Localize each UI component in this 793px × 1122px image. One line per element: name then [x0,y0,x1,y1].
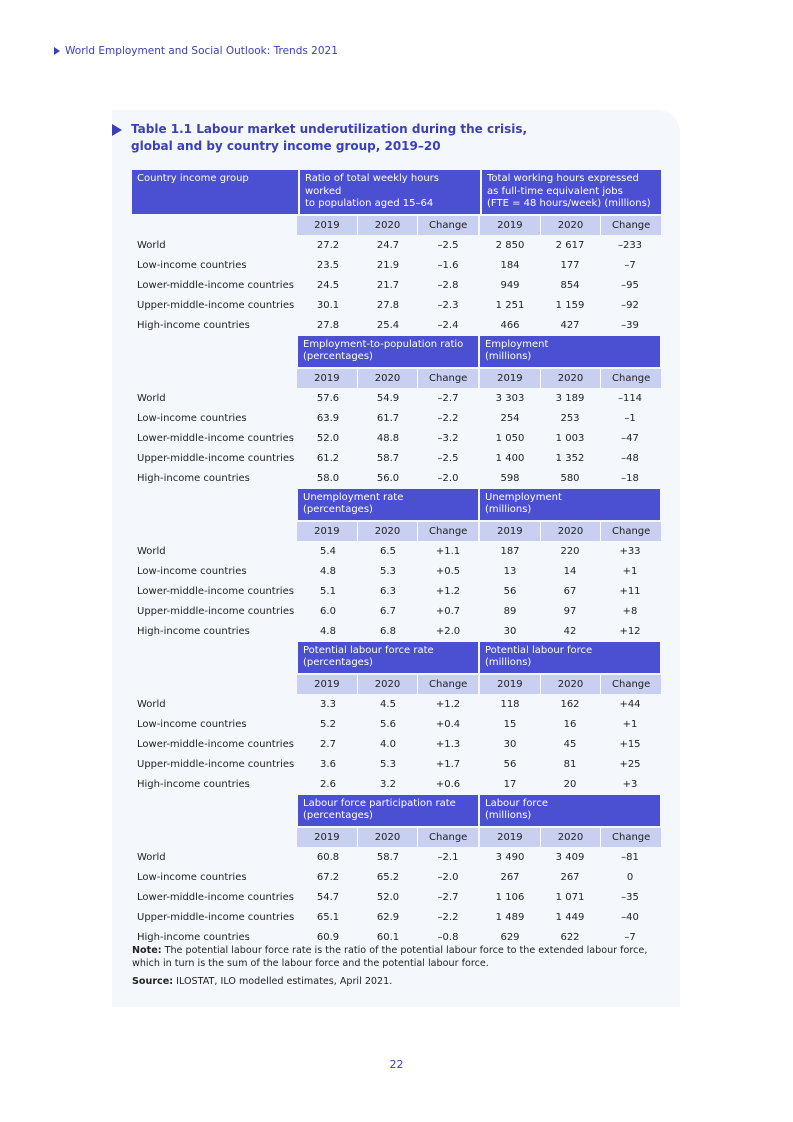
caption-triangle-icon [112,124,122,136]
left-value-cell: 60.9 [316,932,340,943]
right-measure-title-line: Potential labour force [485,644,593,656]
right-value-cell: 45 [563,739,577,750]
year-label: 2020 [540,369,601,388]
triangle-marker-icon [54,47,60,55]
left-value-cell: 6.3 [380,586,396,597]
country-group-label: World [137,393,166,404]
right-value-cell: 1 400 [495,453,525,464]
country-group-label: World [137,240,166,251]
caption-line-1: Table 1.1 Labour market underutilization during the crisis, [131,122,528,136]
right-value-cell: 3 189 [555,393,585,404]
country-group-label: Lower-middle-income countries [137,280,294,291]
year-label: Change [600,675,661,694]
right-value-cell: –92 [621,300,639,311]
section-header-row [132,795,661,826]
country-group-label: Lower-middle-income countries [137,586,294,597]
right-value-cell: +1 [622,719,638,730]
country-group-label: Lower-middle-income countries [137,739,294,750]
right-value-cell: +11 [619,586,641,597]
country-group-label: Low-income countries [137,260,247,271]
right-value-cell: 16 [563,719,577,730]
right-value-cell: +1 [622,566,638,577]
left-value-cell: 63.9 [316,413,340,424]
left-value-cell: 24.5 [316,280,340,291]
left-value-cell: –2.5 [437,240,459,251]
left-value-cell: +0.6 [435,779,461,790]
table-row [132,888,661,908]
year-row-blank-cell [132,828,297,847]
year-label: 2019 [297,522,357,541]
year-label: 2020 [357,828,418,847]
country-group-label: High-income countries [137,320,250,331]
left-value-cell: –2.0 [437,872,459,883]
right-measure-title-line: as full-time equivalent jobs [487,185,623,197]
left-value-cell: 21.9 [376,260,400,271]
country-group-label: Low-income countries [137,413,247,424]
left-value-cell: 4.5 [380,699,396,710]
left-value-cell: 6.5 [380,546,396,557]
right-value-cell: 1 159 [555,300,585,311]
right-measure-title-line: (millions) [485,810,532,821]
left-value-cell: 62.9 [376,912,400,923]
left-value-cell: –2.4 [437,320,459,331]
table-row [132,316,661,336]
right-value-cell: 20 [563,779,577,790]
left-value-cell: 58.7 [376,453,400,464]
right-value-cell: –48 [621,453,639,464]
year-label: 2019 [480,369,540,388]
right-value-cell: –114 [617,393,643,404]
running-header [54,45,338,57]
table-row [132,469,661,489]
right-value-cell: 1 050 [495,433,525,444]
table-row [132,848,661,868]
year-label: Change [417,369,478,388]
country-group-label: Upper-middle-income countries [137,453,295,464]
left-measure-title-line: (percentages) [303,810,373,821]
right-value-cell: 81 [563,759,577,770]
right-measure-title-line: Labour force [485,797,548,809]
year-label: Change [600,216,661,235]
right-value-cell: 42 [563,626,577,637]
table-row [132,562,661,582]
right-value-cell: 466 [500,320,520,331]
left-value-cell: +1.2 [435,586,461,597]
left-value-cell: 3.2 [380,779,396,790]
year-label: 2019 [297,216,357,235]
right-value-cell: 3 490 [495,852,525,863]
country-group-label: Lower-middle-income countries [137,433,294,444]
table-row [132,715,661,735]
right-value-cell: 30 [503,626,517,637]
right-value-cell: 67 [563,586,577,597]
section-header-row [132,642,661,673]
table-row [132,755,661,775]
left-value-cell: –0.8 [437,932,459,943]
right-value-cell: 1 106 [495,892,525,903]
left-value-cell: –2.7 [437,892,459,903]
year-label: Change [417,675,478,694]
right-measure-header [480,489,660,520]
country-group-label: Lower-middle-income countries [137,892,294,903]
left-measure-title-line: (percentages) [303,657,373,668]
right-measure-title-line: Total working hours expressed [487,173,639,184]
right-value-cell: –81 [621,852,639,863]
left-measure-header [298,642,478,673]
left-value-cell: +0.4 [435,719,461,730]
country-group-label: Upper-middle-income countries [137,912,295,923]
right-value-cell: 267 [500,872,520,883]
right-value-cell: 14 [563,566,577,577]
year-label: 2019 [480,522,540,541]
left-value-cell: –2.2 [437,413,459,424]
left-measure-title-line: Potential labour force rate [303,644,434,656]
right-value-cell: +25 [619,759,641,770]
right-value-cell: +3 [622,779,638,790]
left-value-cell: 5.4 [320,546,336,557]
country-group-label: Low-income countries [137,566,247,577]
country-group-label: World [137,546,166,557]
left-measure-title-line: Unemployment rate [303,491,404,503]
right-value-cell: –47 [621,433,639,444]
right-value-cell: 580 [560,473,580,484]
right-value-cell: 162 [560,699,580,710]
running-header-text: World Employment and Social Outlook: Trends 2021 [65,45,338,57]
left-value-cell: 2.7 [320,739,336,750]
year-label: 2020 [357,675,418,694]
left-value-cell: 61.7 [376,413,400,424]
left-value-cell: 24.7 [376,240,400,251]
left-value-cell: 2.6 [320,779,336,790]
left-value-cell: 23.5 [316,260,340,271]
left-value-cell: +2.0 [435,626,461,637]
right-value-cell: –1 [624,413,636,424]
left-value-cell: 30.1 [316,300,340,311]
right-value-cell: 118 [500,699,520,710]
table-row [132,602,661,622]
right-value-cell: 177 [560,260,580,271]
right-measure-title-line: Unemployment [485,491,562,503]
table-row [132,582,661,602]
year-label: Change [600,369,661,388]
right-value-cell: –7 [624,932,636,943]
left-value-cell: 4.0 [380,739,396,750]
year-label: Change [417,828,478,847]
left-value-cell: –2.7 [437,393,459,404]
first-column-header: Country income group [132,170,298,214]
note-text: The potential labour force rate is the ratio of the potential labour force to the extended labour force, which in turn is the sum of the labour force and the potential labour force. [132,945,648,969]
left-value-cell: 57.6 [316,393,340,404]
year-label: 2020 [540,828,601,847]
country-group-label: High-income countries [137,779,250,790]
right-value-cell: 13 [503,566,517,577]
right-value-cell: 15 [503,719,517,730]
year-label-row [132,216,661,235]
right-value-cell: 3 409 [555,852,585,863]
country-group-label: Low-income countries [137,872,247,883]
table-note [132,944,662,970]
right-value-cell: 2 850 [495,240,525,251]
left-measure-title-line: (percentages) [303,504,373,515]
year-label-row [132,675,661,694]
right-value-cell: 1 449 [555,912,585,923]
table-row [132,695,661,715]
left-value-cell: 5.3 [380,759,396,770]
left-value-cell: 27.8 [376,300,400,311]
right-value-cell: 97 [563,606,577,617]
right-value-cell: –35 [621,892,639,903]
left-value-cell: –2.0 [437,473,459,484]
left-value-cell: 67.2 [316,872,340,883]
right-value-cell: 629 [500,932,520,943]
left-value-cell: 52.0 [376,892,400,903]
left-value-cell: –1.6 [437,260,459,271]
right-measure-title-line: Employment [485,338,549,350]
right-value-cell: 254 [500,413,520,424]
left-measure-header [298,336,478,367]
source-text: ILOSTAT, ILO modelled estimates, April 2021. [173,976,393,987]
year-label-row [132,369,661,388]
caption-line-2: global and by country income group, 2019–20 [131,139,441,153]
country-group-label: High-income countries [137,626,250,637]
right-value-cell: +12 [619,626,641,637]
left-value-cell: 65.1 [316,912,340,923]
page-number: 22 [389,1058,404,1071]
left-value-cell: 6.0 [320,606,336,617]
header-blank-cell [132,642,298,673]
header-blank-cell [132,336,298,367]
table-row [132,449,661,469]
right-value-cell: +33 [619,546,641,557]
right-value-cell: –39 [621,320,639,331]
right-value-cell: 622 [560,932,580,943]
year-label: Change [417,522,478,541]
table-row [132,622,661,642]
year-label-row [132,828,661,847]
right-value-cell: 267 [560,872,580,883]
left-value-cell: +0.5 [435,566,461,577]
left-measure-header [298,795,478,826]
year-row-blank-cell [132,675,297,694]
table-row [132,775,661,795]
right-value-cell: –40 [621,912,639,923]
right-value-cell: 1 489 [495,912,525,923]
right-value-cell: –7 [624,260,636,271]
left-value-cell: 61.2 [316,453,340,464]
right-value-cell: –233 [617,240,643,251]
header-blank-cell [132,795,298,826]
table-row [132,296,661,316]
left-value-cell: +1.3 [435,739,461,750]
year-label: 2020 [357,369,418,388]
year-row-blank-cell [132,522,297,541]
left-value-cell: 5.3 [380,566,396,577]
year-label-row [132,522,661,541]
left-value-cell: 6.8 [380,626,396,637]
left-value-cell: 56.0 [376,473,400,484]
table-row [132,908,661,928]
year-label: 2020 [540,675,601,694]
left-value-cell: –2.1 [437,852,459,863]
year-label: 2019 [297,369,357,388]
data-table [132,170,661,948]
right-value-cell: 949 [500,280,520,291]
right-value-cell: 427 [560,320,580,331]
year-label: Change [600,828,661,847]
right-value-cell: 3 303 [495,393,525,404]
right-value-cell: –95 [621,280,639,291]
table-row [132,276,661,296]
left-value-cell: 60.8 [316,852,340,863]
left-value-cell: 3.3 [320,699,336,710]
left-value-cell: 25.4 [376,320,400,331]
left-value-cell: 54.7 [316,892,340,903]
right-value-cell: 56 [503,759,517,770]
right-value-cell: 187 [500,546,520,557]
left-measure-title-line: to population aged 15–64 [305,198,434,209]
left-value-cell: 58.0 [316,473,340,484]
right-value-cell: 17 [503,779,517,790]
left-value-cell: 4.8 [320,566,336,577]
left-value-cell: 54.9 [376,393,400,404]
right-value-cell: +15 [619,739,641,750]
note-label: Note: [132,945,162,956]
left-value-cell: 21.7 [376,280,400,291]
right-measure-header [480,795,660,826]
table-row [132,389,661,409]
table-row [132,868,661,888]
right-measure-header [482,170,661,214]
left-value-cell: –2.5 [437,453,459,464]
left-value-cell: 5.6 [380,719,396,730]
table-source [132,976,392,987]
year-label: 2019 [480,828,540,847]
right-measure-header [480,642,660,673]
right-measure-header [480,336,660,367]
year-label: 2019 [297,675,357,694]
left-measure-title-line: Ratio of total weekly hours worked [305,173,439,197]
right-measure-title-line: (FTE = 48 hours/week) (millions) [487,198,651,209]
country-group-label: Upper-middle-income countries [137,300,295,311]
source-label: Source: [132,976,174,987]
section-header-row [132,489,661,520]
left-value-cell: 27.8 [316,320,340,331]
section-header-row [132,336,661,367]
right-value-cell: +8 [622,606,638,617]
left-value-cell: 5.1 [320,586,336,597]
table-row [132,542,661,562]
left-value-cell: –2.8 [437,280,459,291]
table-row [132,429,661,449]
left-value-cell: +0.7 [435,606,461,617]
right-value-cell: 1 352 [555,453,585,464]
year-label: 2020 [540,216,601,235]
left-value-cell: +1.1 [435,546,461,557]
right-value-cell: 1 003 [555,433,585,444]
header-blank-cell [132,489,298,520]
left-value-cell: +1.2 [435,699,461,710]
right-value-cell: 220 [560,546,580,557]
left-value-cell: 48.8 [376,433,400,444]
right-value-cell: 89 [503,606,517,617]
left-value-cell: 52.0 [316,433,340,444]
country-group-label: World [137,852,166,863]
right-measure-title-line: (millions) [485,504,532,515]
right-value-cell: 30 [503,739,517,750]
right-value-cell: 184 [500,260,520,271]
country-group-label: High-income countries [137,932,250,943]
year-label: 2019 [297,828,357,847]
section-header-row [132,170,661,214]
left-value-cell: 27.2 [316,240,340,251]
right-value-cell: 2 617 [555,240,585,251]
left-value-cell: 60.1 [376,932,400,943]
right-value-cell: 0 [626,872,634,883]
right-value-cell: 598 [500,473,520,484]
country-group-label: Upper-middle-income countries [137,759,295,770]
right-measure-title-line: (millions) [485,657,532,668]
table-row [132,236,661,256]
country-group-label: Low-income countries [137,719,247,730]
year-label: 2019 [480,675,540,694]
left-value-cell: –2.3 [437,300,459,311]
right-value-cell: 56 [503,586,517,597]
left-value-cell: 58.7 [376,852,400,863]
left-measure-title-line: Employment-to-population ratio [303,338,464,350]
left-measure-title-line: Labour force participation rate [303,797,456,809]
table-row [132,409,661,429]
year-label: Change [600,522,661,541]
country-group-label: Upper-middle-income countries [137,606,295,617]
left-value-cell: 65.2 [376,872,400,883]
country-group-label: High-income countries [137,473,250,484]
year-label: 2020 [357,522,418,541]
left-value-cell: 4.8 [320,626,336,637]
left-value-cell: –3.2 [437,433,459,444]
left-measure-header [300,170,480,214]
table-row [132,256,661,276]
right-measure-title-line: (millions) [485,351,532,362]
right-value-cell: 253 [560,413,580,424]
year-row-blank-cell [132,369,297,388]
year-label: Change [417,216,478,235]
right-value-cell: 1 251 [495,300,525,311]
left-value-cell: 5.2 [320,719,336,730]
left-measure-title-line: (percentages) [303,351,373,362]
left-value-cell: –2.2 [437,912,459,923]
right-value-cell: 854 [560,280,580,291]
left-value-cell: 3.6 [320,759,336,770]
year-label: 2019 [480,216,540,235]
left-measure-header [298,489,478,520]
left-value-cell: 6.7 [380,606,396,617]
right-value-cell: 1 071 [555,892,585,903]
left-value-cell: +1.7 [435,759,461,770]
right-value-cell: +44 [619,699,641,710]
year-row-blank-cell [132,216,297,235]
right-value-cell: –18 [621,473,639,484]
year-label: 2020 [540,522,601,541]
country-group-label: World [137,699,166,710]
year-label: 2020 [357,216,418,235]
table-row [132,735,661,755]
